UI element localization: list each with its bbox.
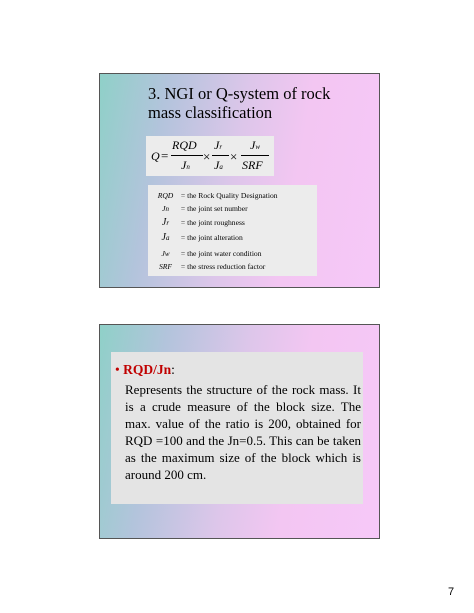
slide-title [148,84,330,122]
bullet-box [111,352,363,504]
bullet-heading [115,362,175,378]
definition-row: Jw = the joint water condition [161,249,262,258]
fraction-bar-2 [212,155,229,156]
slide-q-system [99,73,380,288]
bullet-body-text: Represents the structure of the rock mass. It is a crude measure of the block size. The max. value of the ratio is 200, obtained for RQD =100 and the Jn=0.5. This can be taken as the maximum size of the block which is around 200 cm. [125,382,361,482]
definition-row: Ja = the joint alteration [161,232,243,243]
definitions-box [148,185,317,276]
formula-times-1: × [203,149,211,164]
formula-q: Q [151,149,160,163]
definition-row: RQD = the Rock Quality Designation [157,191,278,200]
formula-jn: Jn [181,158,190,172]
fraction-bar-3 [241,155,269,156]
formula-srf: SRF [242,158,263,172]
formula-ja: Ja [214,158,223,172]
fraction-bar-1 [171,155,203,156]
term-colon: : [171,362,175,377]
q-formula [146,136,274,176]
formula-jw: Jw [250,138,260,152]
formula-rqd: RQD [172,138,197,152]
title-line-1: 3. NGI or Q-system of rock [148,84,331,103]
definition-row: Jn = the joint set number [162,204,248,213]
definition-row: Jr = the joint roughness [161,217,245,228]
definition-row: SRF = the stress reduction factor [158,262,266,271]
formula-equals: = [161,148,169,163]
formula-jr: Jr [214,138,223,152]
title-line-2: mass classification [148,103,273,122]
bullet-icon: • [115,362,120,377]
slide-rqd-jn [99,324,380,539]
page-number: 7 [448,586,455,598]
formula-times-2: × [230,149,238,164]
term-rqd-jn: RQD/Jn [123,362,172,377]
